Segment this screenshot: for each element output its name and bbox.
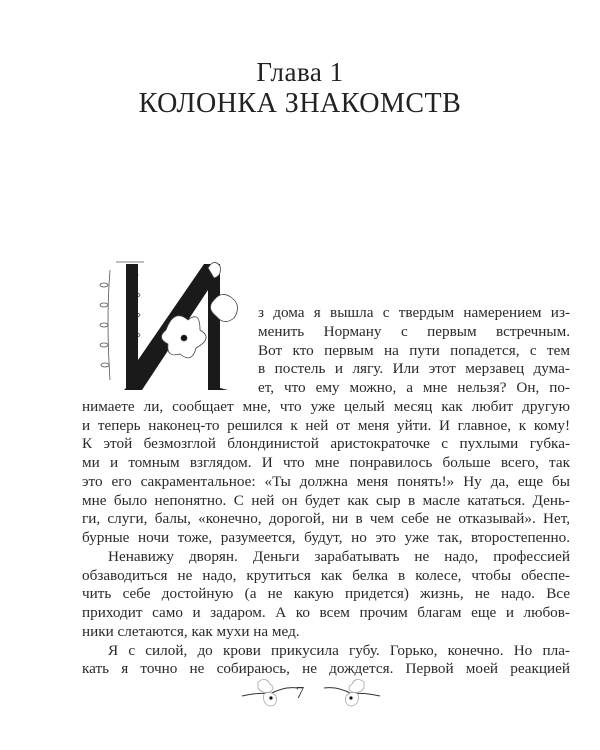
text-line: кать я точно не собираюсь, не дождется. Первой моей реакцией <box>82 660 570 678</box>
text-line: нимаете ли, сообщает мне, что уже целый месяц как любит другую <box>82 397 570 415</box>
text-line: з дома я вышла с твердым намерением из- <box>258 304 570 321</box>
drop-cap-letter: И <box>96 250 97 251</box>
text-line: мне было непонятно. С ней он будет как сыр в масле кататься. День- <box>82 491 570 509</box>
text-line: обзаводиться не надо, крутиться как белка в колесе, чтобы обеспе- <box>82 566 570 584</box>
paragraph <box>82 642 570 680</box>
text-line: Ненавижу дворян. Деньги зарабатывать не надо, профессией <box>108 547 570 565</box>
text-line: ми и томным взглядом. И что мне понравилось больше всего, так <box>82 454 570 471</box>
text-line: менить Норману с первым встречным. <box>258 322 570 340</box>
text-line: и теперь наконец-то решился к ней от меня уйти. И главное, к кому! <box>82 416 570 434</box>
text-line: К этой безмозглой блондинистой аристократочке с пухлыми губка- <box>82 435 570 453</box>
text-line: приходит само и задаром. А ко всем прочим благам еще и любов- <box>82 604 570 621</box>
page-number: 7 <box>295 683 305 702</box>
chapter-title: КОЛОНКА ЗНАКОМСТВ <box>138 88 462 119</box>
text-line: ет, что ему можно, а мне нельзя? Он, по- <box>258 379 570 396</box>
text-line: чить себе достойную (а не какую придется) жизнь, не надо. Все <box>82 585 570 603</box>
paragraph <box>82 304 570 548</box>
text-line: ники слетаются, как мухи на мед. <box>82 622 300 640</box>
text-line: бурные ночи тоже, разумеется, будут, но это уже так, второстепенно. <box>82 529 570 546</box>
chapter-body-text <box>82 304 570 679</box>
text-line: Вот кто первым на пути попадется, с тем <box>258 341 570 359</box>
text-line: ги, слуги, балы, «конечно, дорогой, ни в чем себе не отказывай». Нет, <box>82 510 570 528</box>
magnolia-ornament-right-icon <box>322 676 382 710</box>
text-line: в постель и лягу. Или этот мерзавец дума- <box>258 360 570 378</box>
text-line: Я с силой, до крови прикусила губу. Горько, конечно. Но пла- <box>108 641 570 659</box>
text-line: это его сакраментальное: «Ты должна меня понять!» Ну да, еще бы <box>82 472 570 490</box>
chapter-number: Глава 1 <box>256 57 344 87</box>
paragraph <box>82 548 570 642</box>
